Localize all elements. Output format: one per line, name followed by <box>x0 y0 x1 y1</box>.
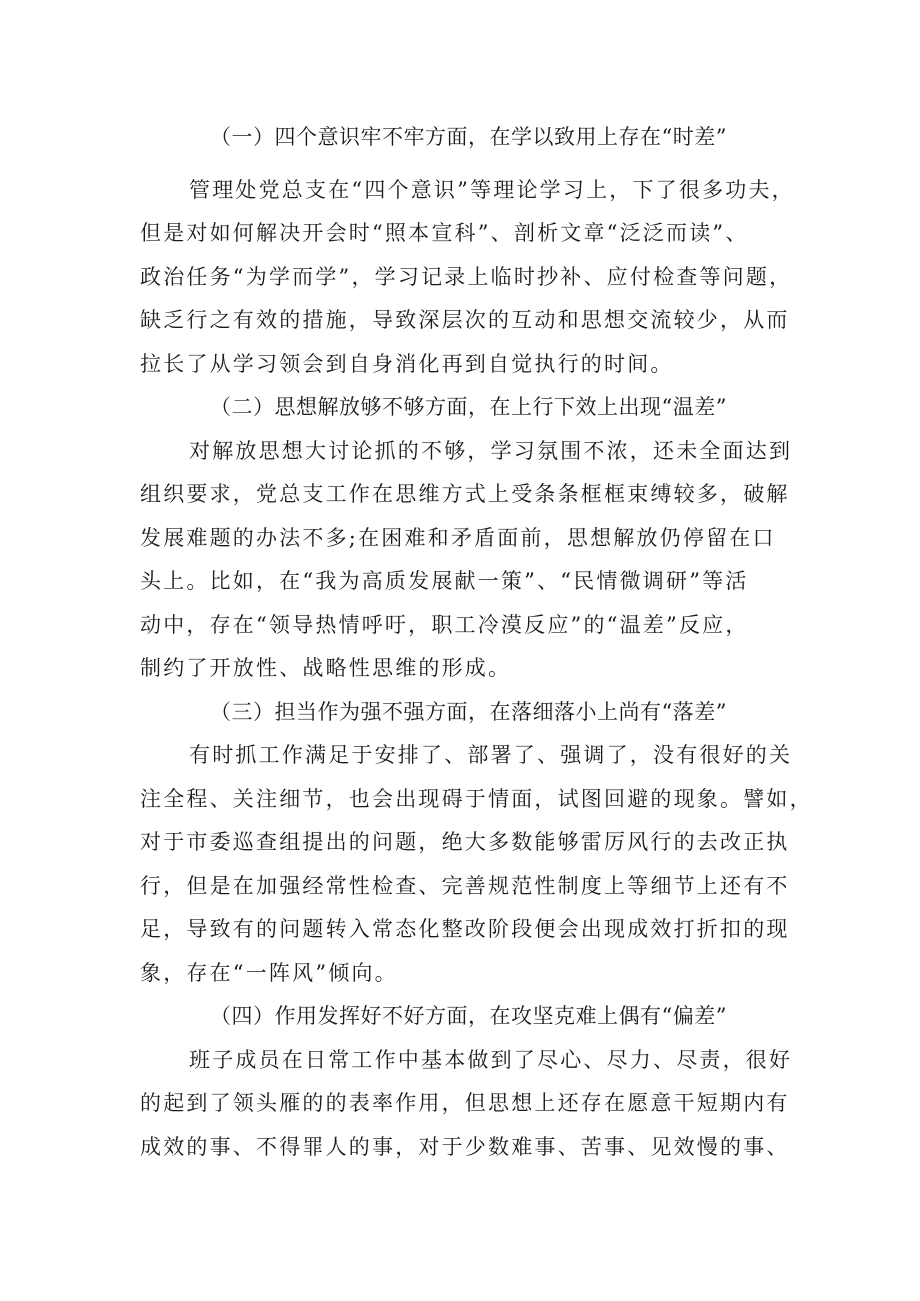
section-heading-2: （二）思想解放够不够方面，在上行下效上出现“温差” <box>210 395 727 419</box>
section-heading-3: （三）担当作为强不强方面，在落细落小上尚有“落差” <box>210 700 727 724</box>
paragraph-line: 动中，存在“领导热情呼吁，职工冷漠反应”的“温差”反应， <box>140 613 749 637</box>
paragraph-line: 成效的事、不得罪人的事，对于少数难事、苦事、见效慢的事、 <box>140 1135 790 1159</box>
paragraph-line: 行，但是在加强经常性检查、完善规范性制度上等细节上还有不 <box>140 874 790 898</box>
paragraph-line: 组织要求，党总支工作在思维方式上受条条框框束缚较多，破解 <box>140 482 790 506</box>
paragraph-line: 缺乏行之有效的措施，导致深层次的互动和思想交流较少，从而 <box>140 308 790 332</box>
paragraph-line: 的起到了领头雁的的表率作用，但思想上还存在愿意干短期内有 <box>140 1091 790 1115</box>
section-heading-4: （四）作用发挥好不好方面，在攻坚克难上偶有“偏差” <box>210 1004 727 1028</box>
paragraph-line: 政治任务“为学而学”，学习记录上临时抄补、应付检查等问题， <box>140 265 793 289</box>
paragraph-line: 拉长了从学习领会到自身消化再到自觉执行的时间。 <box>140 352 674 376</box>
paragraph-line: 注全程、关注细节，也会出现碍于情面，试图回避的现象。譬如， <box>140 787 813 811</box>
paragraph-line: 制约了开放性、战略性思维的形成。 <box>140 656 512 680</box>
paragraph-line: 对解放思想大讨论抓的不够，学习氛围不浓，还未全面达到 <box>189 439 793 463</box>
paragraph-line: 但是对如何解决开会时“照本宣科”、剖析文章“泛泛而读”、 <box>140 221 749 245</box>
paragraph-line: 班子成员在日常工作中基本做到了尽心、尽力、尽责，很好 <box>189 1048 793 1072</box>
paragraph-line: 头上。比如，在“我为高质发展献一策”、“民情微调研”等活 <box>140 569 749 593</box>
section-heading-1: （一）四个意识牢不牢方面，在学以致用上存在“时差” <box>210 125 727 149</box>
paragraph-line: 发展难题的办法不多;在困难和矛盾面前，思想解放仍停留在口 <box>140 526 776 550</box>
paragraph-line: 象，存在“一阵风”倾向。 <box>140 961 398 985</box>
paragraph-line: 足，导致有的问题转入常态化整改阶段便会出现成效打折扣的现 <box>140 917 790 941</box>
paragraph-line: 有时抓工作满足于安排了、部署了、强调了，没有很好的关 <box>189 743 793 767</box>
paragraph-line: 管理处党总支在“四个意识”等理论学习上，下了很多功夫， <box>189 178 795 202</box>
paragraph-line: 对于市委巡查组提出的问题，绝大多数能够雷厉风行的去改正执 <box>140 830 790 854</box>
